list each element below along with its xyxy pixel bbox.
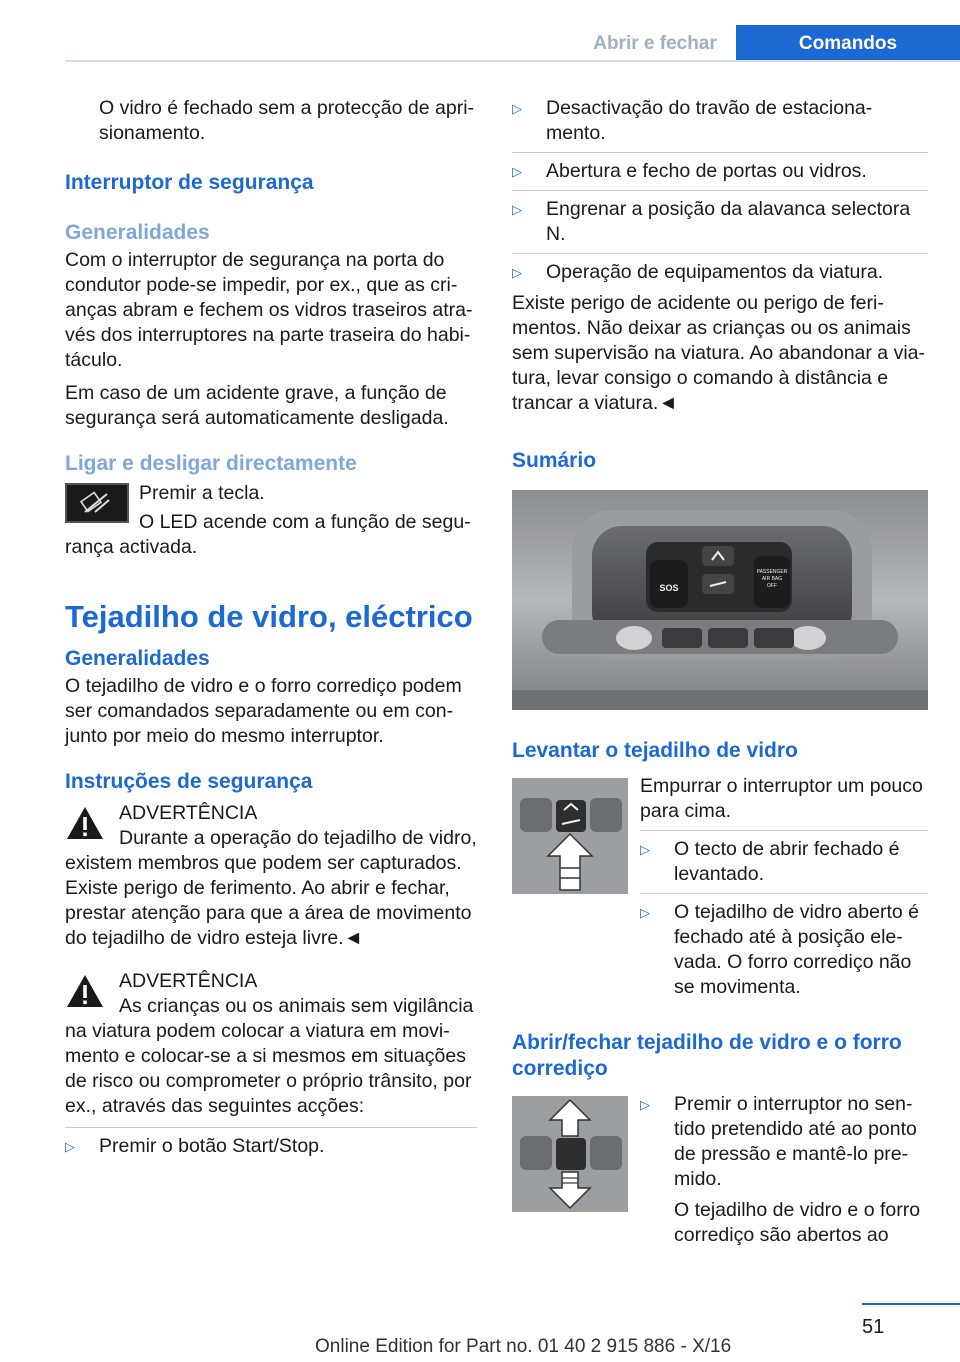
bullet-triangle-icon: ▷ xyxy=(512,202,522,217)
heading-safety-instructions: Instruções de segurança xyxy=(65,770,313,793)
overhead-console-photo xyxy=(512,490,928,710)
right-column xyxy=(512,96,928,1248)
bullet-triangle-icon: ▷ xyxy=(512,101,522,116)
bullet-triangle-icon: ▷ xyxy=(512,164,522,179)
sos-label: SOS xyxy=(659,583,679,593)
bullet-triangle-icon: ▷ xyxy=(512,265,522,280)
section-tab[interactable]: Abrir e fechar xyxy=(593,32,717,54)
heading-general-1: Generalidades xyxy=(65,221,210,244)
heading-summary: Sumário xyxy=(512,449,597,472)
raise-section xyxy=(512,774,928,1000)
bullet-triangle-icon: ▷ xyxy=(640,905,650,920)
list-item: ▷ Operação de equipamentos da viatura. xyxy=(512,253,928,285)
left-column xyxy=(65,96,477,1159)
page-number: 51 xyxy=(862,1316,885,1338)
heading-general-2: Generalidades xyxy=(65,647,210,670)
edition-text: Online Edition for Part no. 01 40 2 915 886 - X/16 xyxy=(315,1336,732,1357)
danger-text: Existe perigo de acidente ou perigo de feri‐mentos. Não deixar as crianças ou os animais sem supervisão na viatura. Ao abandonar a via‐tura, levar consigo o comando à distância e trancar a viatura.◄ xyxy=(512,292,925,414)
svg-text:AIR BAG: AIR BAG xyxy=(761,576,783,582)
window-lock-key-icon xyxy=(65,483,129,523)
intro-text: O vidro é fechado sem a protecção de apri‐sionamento. xyxy=(99,97,475,144)
switch-up-photo xyxy=(512,778,628,894)
svg-text:PASSENGER: PASSENGER xyxy=(756,569,788,575)
press-key-text: Premir a tecla. xyxy=(139,482,265,504)
bullet-triangle-icon: ▷ xyxy=(640,1097,650,1112)
warning-2 xyxy=(65,969,477,1119)
open-close-section xyxy=(512,1092,928,1248)
warning-2-title: ADVERTÊNCIA xyxy=(119,970,258,992)
bullet-triangle-icon: ▷ xyxy=(65,1139,75,1154)
svg-text:OFF: OFF xyxy=(767,583,777,589)
list-item: ▷ Premir o botão Start/Stop. xyxy=(65,1127,477,1159)
heading-raise-roof: Levantar o tejadilho de vidro xyxy=(512,739,798,762)
switch-up-down-photo xyxy=(512,1096,628,1212)
list-item: ▷ Abertura e fecho de portas ou vidros. xyxy=(512,152,928,184)
list-item: ▷ O tecto de abrir fechado é levantado. xyxy=(640,830,928,887)
list-item: ▷ Engrenar a posição da alavanca selectora N. xyxy=(512,190,928,247)
general-1-text: Com o interruptor de segurança na porta do condutor pode-se impedir, por ex., que as cri‐anças abram e fechem os vidros traseiros atra‐vés dos interruptores na parte traseira do habi‐táculo. xyxy=(65,249,473,371)
accident-text: Em caso de um acidente grave, a função de segurança será automaticamente desligada. xyxy=(65,382,449,429)
push-text: Empurrar o interruptor um pouco para cima. xyxy=(640,775,923,822)
heading-toggle: Ligar e desligar directamente xyxy=(65,452,357,475)
footer-rule xyxy=(862,1303,960,1305)
warning-1 xyxy=(65,801,477,951)
heading-safety-switch: Interruptor de segurança xyxy=(65,171,314,194)
open-close-continuation: O tejadilho de vidro e o forro corrediço são abertos ao xyxy=(674,1199,921,1246)
header-rule xyxy=(65,60,960,62)
list-item: ▷ Desactivação do travão de estaciona‐mento. xyxy=(512,97,873,144)
warning-1-title: ADVERTÊNCIA xyxy=(119,802,258,824)
list-item: ▷ Premir o interruptor no sen‐tido pretendido até ao ponto de pressão e mantê-lo pre‐mido. xyxy=(640,1093,917,1190)
warning-1-text: Durante a operação do tejadilho de vidro, existem membros que podem ser capturados. Existe perigo de ferimento. Ao abrir e fechar, prestar atenção para que a área de movimento do tejadilho de vidro esteja livre.◄ xyxy=(65,827,477,949)
general-2-text: O tejadilho de vidro e o forro corrediço podem ser comandados separadamente ou em con‐junto por meio do mesmo interruptor. xyxy=(65,675,462,747)
heading-glass-roof: Tejadilho de vidro, eléctrico xyxy=(65,599,473,634)
warning-2-text: As crianças ou os animais sem vigilância na viatura podem colocar a viatura em movi‐mento e colocar-se a si mesmos em situações de risco ou comprometer o próprio trânsito, por ex., através das seguintes acções: xyxy=(65,995,474,1117)
warning-triangle-icon xyxy=(65,805,105,841)
heading-open-close-roof: Abrir/fechar tejadilho de vidro e o forro corrediço xyxy=(512,1031,902,1080)
warning-triangle-icon xyxy=(65,973,105,1009)
bullet-triangle-icon: ▷ xyxy=(640,842,650,857)
led-text: O LED acende com a função de segu‐rança activada. xyxy=(65,511,471,558)
list-item: ▷ O tejadilho de vidro aberto é fechado até à posição ele‐vada. O forro corrediço não se movimenta. xyxy=(640,893,928,1000)
chapter-tab[interactable]: Comandos xyxy=(736,25,960,62)
